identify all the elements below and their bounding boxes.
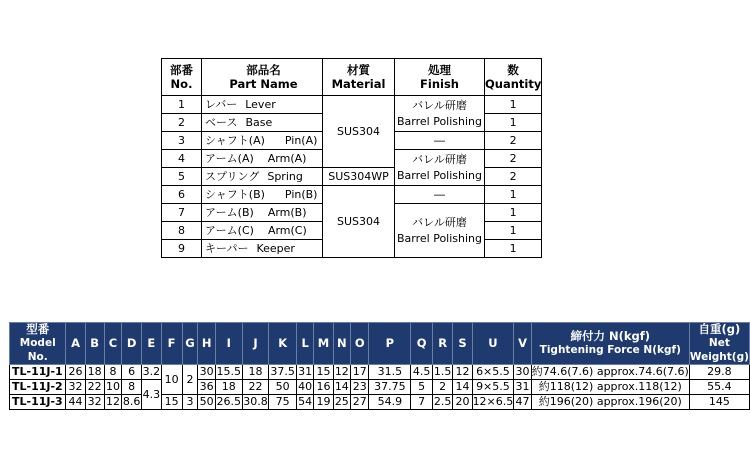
- parts-table: [161, 58, 542, 258]
- part-qty: 1: [485, 222, 542, 240]
- header-qty-en: Quantity: [485, 77, 542, 91]
- cell-force: 約74.6(7.6) approx.74.6(7.6): [531, 365, 689, 378]
- header-col: N: [333, 323, 350, 365]
- part-name-jp: レバー: [205, 97, 238, 111]
- cell-j: 22: [242, 380, 269, 395]
- cell-l: 31: [298, 365, 313, 378]
- cell-force: 約118(12) approx.118(12): [531, 380, 689, 395]
- cell-f: 10: [161, 365, 182, 395]
- cell-k: 50: [269, 380, 297, 395]
- cell-s: 12: [453, 365, 472, 380]
- header-col: P: [369, 323, 411, 365]
- part-material: SUS304: [323, 186, 395, 258]
- header-name-jp: 部品名: [246, 63, 281, 77]
- cell-u: 12×6.5: [472, 395, 514, 408]
- part-name: [202, 150, 323, 168]
- header-col: B: [85, 323, 104, 365]
- header-col: K: [269, 323, 297, 365]
- part-no: 3: [162, 132, 202, 150]
- header-net-weight: [689, 323, 749, 365]
- part-name-jp: アーム(A): [205, 151, 254, 165]
- header-weight-en: Net Weight(g): [689, 337, 749, 363]
- cell-f: 15: [161, 395, 182, 410]
- dim-header-row: [10, 323, 750, 365]
- part-name: [202, 114, 323, 132]
- cell-m: 19: [314, 395, 333, 410]
- header-col: O: [351, 323, 369, 365]
- cell-i: 26.5: [216, 395, 241, 408]
- part-finish-none: ―: [395, 186, 485, 204]
- cell-q: 5: [411, 380, 432, 395]
- header-no-jp: 部番: [170, 63, 193, 77]
- cell-v: 31: [515, 380, 530, 393]
- cell-e: 3.2: [142, 365, 161, 378]
- part-qty: 2: [485, 132, 542, 150]
- part-no: 9: [162, 240, 202, 258]
- parts-header-row: [162, 59, 542, 96]
- part-name: [202, 96, 323, 114]
- header-col: C: [104, 323, 121, 365]
- header-model: [10, 323, 66, 365]
- cell-o: 23: [351, 380, 369, 395]
- part-no: 7: [162, 204, 202, 222]
- header-col: V: [514, 323, 531, 365]
- part-qty: 2: [485, 168, 542, 186]
- header-col: U: [472, 323, 514, 365]
- cell-g: 2: [182, 365, 198, 395]
- header-finish: [395, 59, 485, 96]
- header-material-jp: 材質: [347, 63, 370, 77]
- cell-e: 4.3: [141, 380, 161, 410]
- part-finish: [395, 96, 485, 132]
- part-name: [202, 132, 323, 150]
- cell-s: 14: [453, 380, 472, 395]
- part-no: 8: [162, 222, 202, 240]
- cell-j: 18: [242, 365, 269, 380]
- header-part-name: [202, 59, 323, 96]
- finish-jp: バレル研磨: [412, 215, 467, 229]
- cell-v: 47: [515, 395, 530, 408]
- header-name-en: Part Name: [229, 77, 298, 91]
- part-name: [202, 186, 323, 204]
- cell-c: 8: [104, 365, 121, 380]
- cell-n: 12: [334, 365, 349, 378]
- cell-s: 20: [453, 395, 472, 410]
- cell-weight: 29.8: [689, 365, 749, 380]
- cell-g: 3: [182, 395, 198, 410]
- header-finish-en: Finish: [420, 77, 459, 91]
- header-qty-jp: 数: [507, 63, 519, 77]
- header-col: A: [66, 323, 85, 365]
- cell-force: 約196(20) approx.196(20): [531, 395, 689, 410]
- cell-c: 10: [105, 380, 120, 393]
- cell-v: 30: [515, 365, 530, 378]
- cell-j: 30.8: [243, 395, 268, 408]
- header-no-en: No.: [170, 77, 193, 91]
- part-no: 4: [162, 150, 202, 168]
- part-name-en: Pin(B): [284, 187, 318, 201]
- part-qty: 2: [485, 150, 542, 168]
- part-name-en: Pin(A): [284, 133, 318, 147]
- dimension-table: [9, 322, 750, 410]
- header-quantity: [485, 59, 542, 96]
- part-qty: 1: [485, 96, 542, 114]
- finish-jp: バレル研磨: [412, 98, 467, 112]
- finish-en: Barrel Polishing: [396, 114, 482, 128]
- cell-b: 18: [85, 365, 104, 380]
- cell-n: 14: [334, 380, 349, 393]
- cell-k: 37.5: [270, 365, 295, 378]
- part-finish-none: ―: [395, 132, 485, 150]
- cell-u: 6×5.5: [472, 365, 514, 380]
- part-qty: 1: [485, 240, 542, 258]
- header-col: F: [161, 323, 182, 365]
- part-qty: 1: [485, 186, 542, 204]
- table-row: [10, 395, 750, 410]
- part-finish: [395, 150, 485, 186]
- finish-en: Barrel Polishing: [396, 168, 482, 182]
- cell-r: 1.5: [433, 365, 452, 378]
- header-weight-jp: 自重(g): [698, 322, 741, 336]
- header-col: R: [432, 323, 453, 365]
- part-name-jp: ベース: [205, 115, 238, 129]
- table-row: [10, 380, 750, 395]
- cell-p: 37.75: [369, 380, 411, 395]
- cell-r: 2.5: [433, 395, 452, 408]
- part-name-en: Spring: [267, 169, 303, 183]
- header-material-en: Material: [331, 77, 386, 91]
- table-row: [10, 365, 750, 380]
- part-qty: 1: [485, 114, 542, 132]
- header-col: Q: [411, 323, 432, 365]
- header-model-jp: 型番: [26, 322, 50, 336]
- cell-i: 15.5: [216, 365, 241, 378]
- cell-d: 6: [122, 365, 142, 380]
- cell-d: 8: [122, 380, 142, 395]
- cell-p: 54.9: [369, 395, 411, 410]
- cell-weight: 145: [689, 395, 749, 410]
- cell-i: 18: [215, 380, 242, 395]
- cell-m: 16: [314, 380, 333, 395]
- header-tightening-force: [531, 323, 689, 365]
- cell-o: 17: [351, 365, 369, 380]
- finish-en: Barrel Polishing: [396, 231, 482, 245]
- header-col: S: [453, 323, 472, 365]
- finish-jp: バレル研磨: [412, 152, 467, 166]
- cell-n: 25: [334, 395, 349, 408]
- cell-r: 2: [432, 380, 453, 395]
- header-col: J: [242, 323, 269, 365]
- cell-o: 27: [351, 395, 369, 410]
- header-force-en: Tightening Force N(kgf): [539, 344, 681, 356]
- cell-q: 7: [411, 395, 432, 410]
- cell-a: 32: [66, 380, 85, 395]
- cell-p: 31.5: [369, 365, 411, 380]
- cell-b: 22: [85, 380, 104, 395]
- header-material: [323, 59, 395, 96]
- part-name-jp: シャフト(B): [205, 187, 265, 201]
- part-no: 5: [162, 168, 202, 186]
- cell-b: 32: [85, 395, 104, 410]
- part-name-jp: アーム(C): [205, 223, 254, 237]
- header-col: D: [122, 323, 142, 365]
- model-cell: TL-11J-3: [10, 395, 66, 410]
- header-finish-jp: 処理: [428, 63, 451, 77]
- part-name-en: Arm(A): [267, 151, 307, 165]
- part-name: [202, 222, 323, 240]
- part-name-jp: キーパー: [205, 241, 249, 255]
- part-name: [202, 168, 323, 186]
- header-force-jp: 締付力 N(kgf): [570, 329, 651, 343]
- parts-row: [162, 96, 542, 114]
- header-model-en: Model No.: [19, 337, 56, 363]
- part-name-jp: シャフト(A): [205, 133, 265, 147]
- part-name-en: Base: [245, 115, 273, 129]
- header-col: M: [314, 323, 333, 365]
- part-material: SUS304WP: [323, 168, 395, 186]
- part-name-jp: スプリング: [205, 169, 260, 183]
- header-no: [162, 59, 202, 96]
- cell-q: 4.5: [412, 365, 431, 378]
- part-material: SUS304: [323, 96, 395, 168]
- cell-u: 9×5.5: [472, 380, 514, 395]
- parts-row: [162, 168, 542, 186]
- parts-row: [162, 186, 542, 204]
- header-col: H: [198, 323, 215, 365]
- cell-a: 26: [66, 365, 85, 380]
- part-name-jp: アーム(B): [205, 205, 254, 219]
- cell-l: 40: [298, 380, 313, 393]
- part-name: [202, 204, 323, 222]
- part-finish: [395, 204, 485, 258]
- cell-h: 36: [199, 380, 214, 393]
- part-qty: 1: [485, 204, 542, 222]
- cell-h: 50: [199, 395, 214, 408]
- part-no: 6: [162, 186, 202, 204]
- header-col: E: [141, 323, 161, 365]
- cell-d: 8.6: [122, 395, 141, 408]
- header-col: L: [296, 323, 313, 365]
- part-no: 2: [162, 114, 202, 132]
- part-name: [202, 240, 323, 258]
- part-name-en: Lever: [245, 97, 276, 111]
- cell-k: 75: [269, 395, 297, 410]
- header-col: I: [215, 323, 242, 365]
- cell-h: 30: [199, 365, 214, 378]
- model-cell: TL-11J-2: [10, 380, 66, 395]
- cell-weight: 55.4: [689, 380, 749, 395]
- part-name-en: Arm(B): [267, 205, 307, 219]
- model-cell: TL-11J-1: [10, 365, 66, 380]
- cell-m: 15: [314, 365, 333, 380]
- cell-l: 54: [298, 395, 313, 408]
- header-col: G: [182, 323, 198, 365]
- cell-c: 12: [105, 395, 120, 408]
- part-name-en: Arm(C): [267, 223, 307, 237]
- part-name-en: Keeper: [256, 241, 295, 255]
- cell-a: 44: [66, 395, 85, 410]
- part-no: 1: [162, 96, 202, 114]
